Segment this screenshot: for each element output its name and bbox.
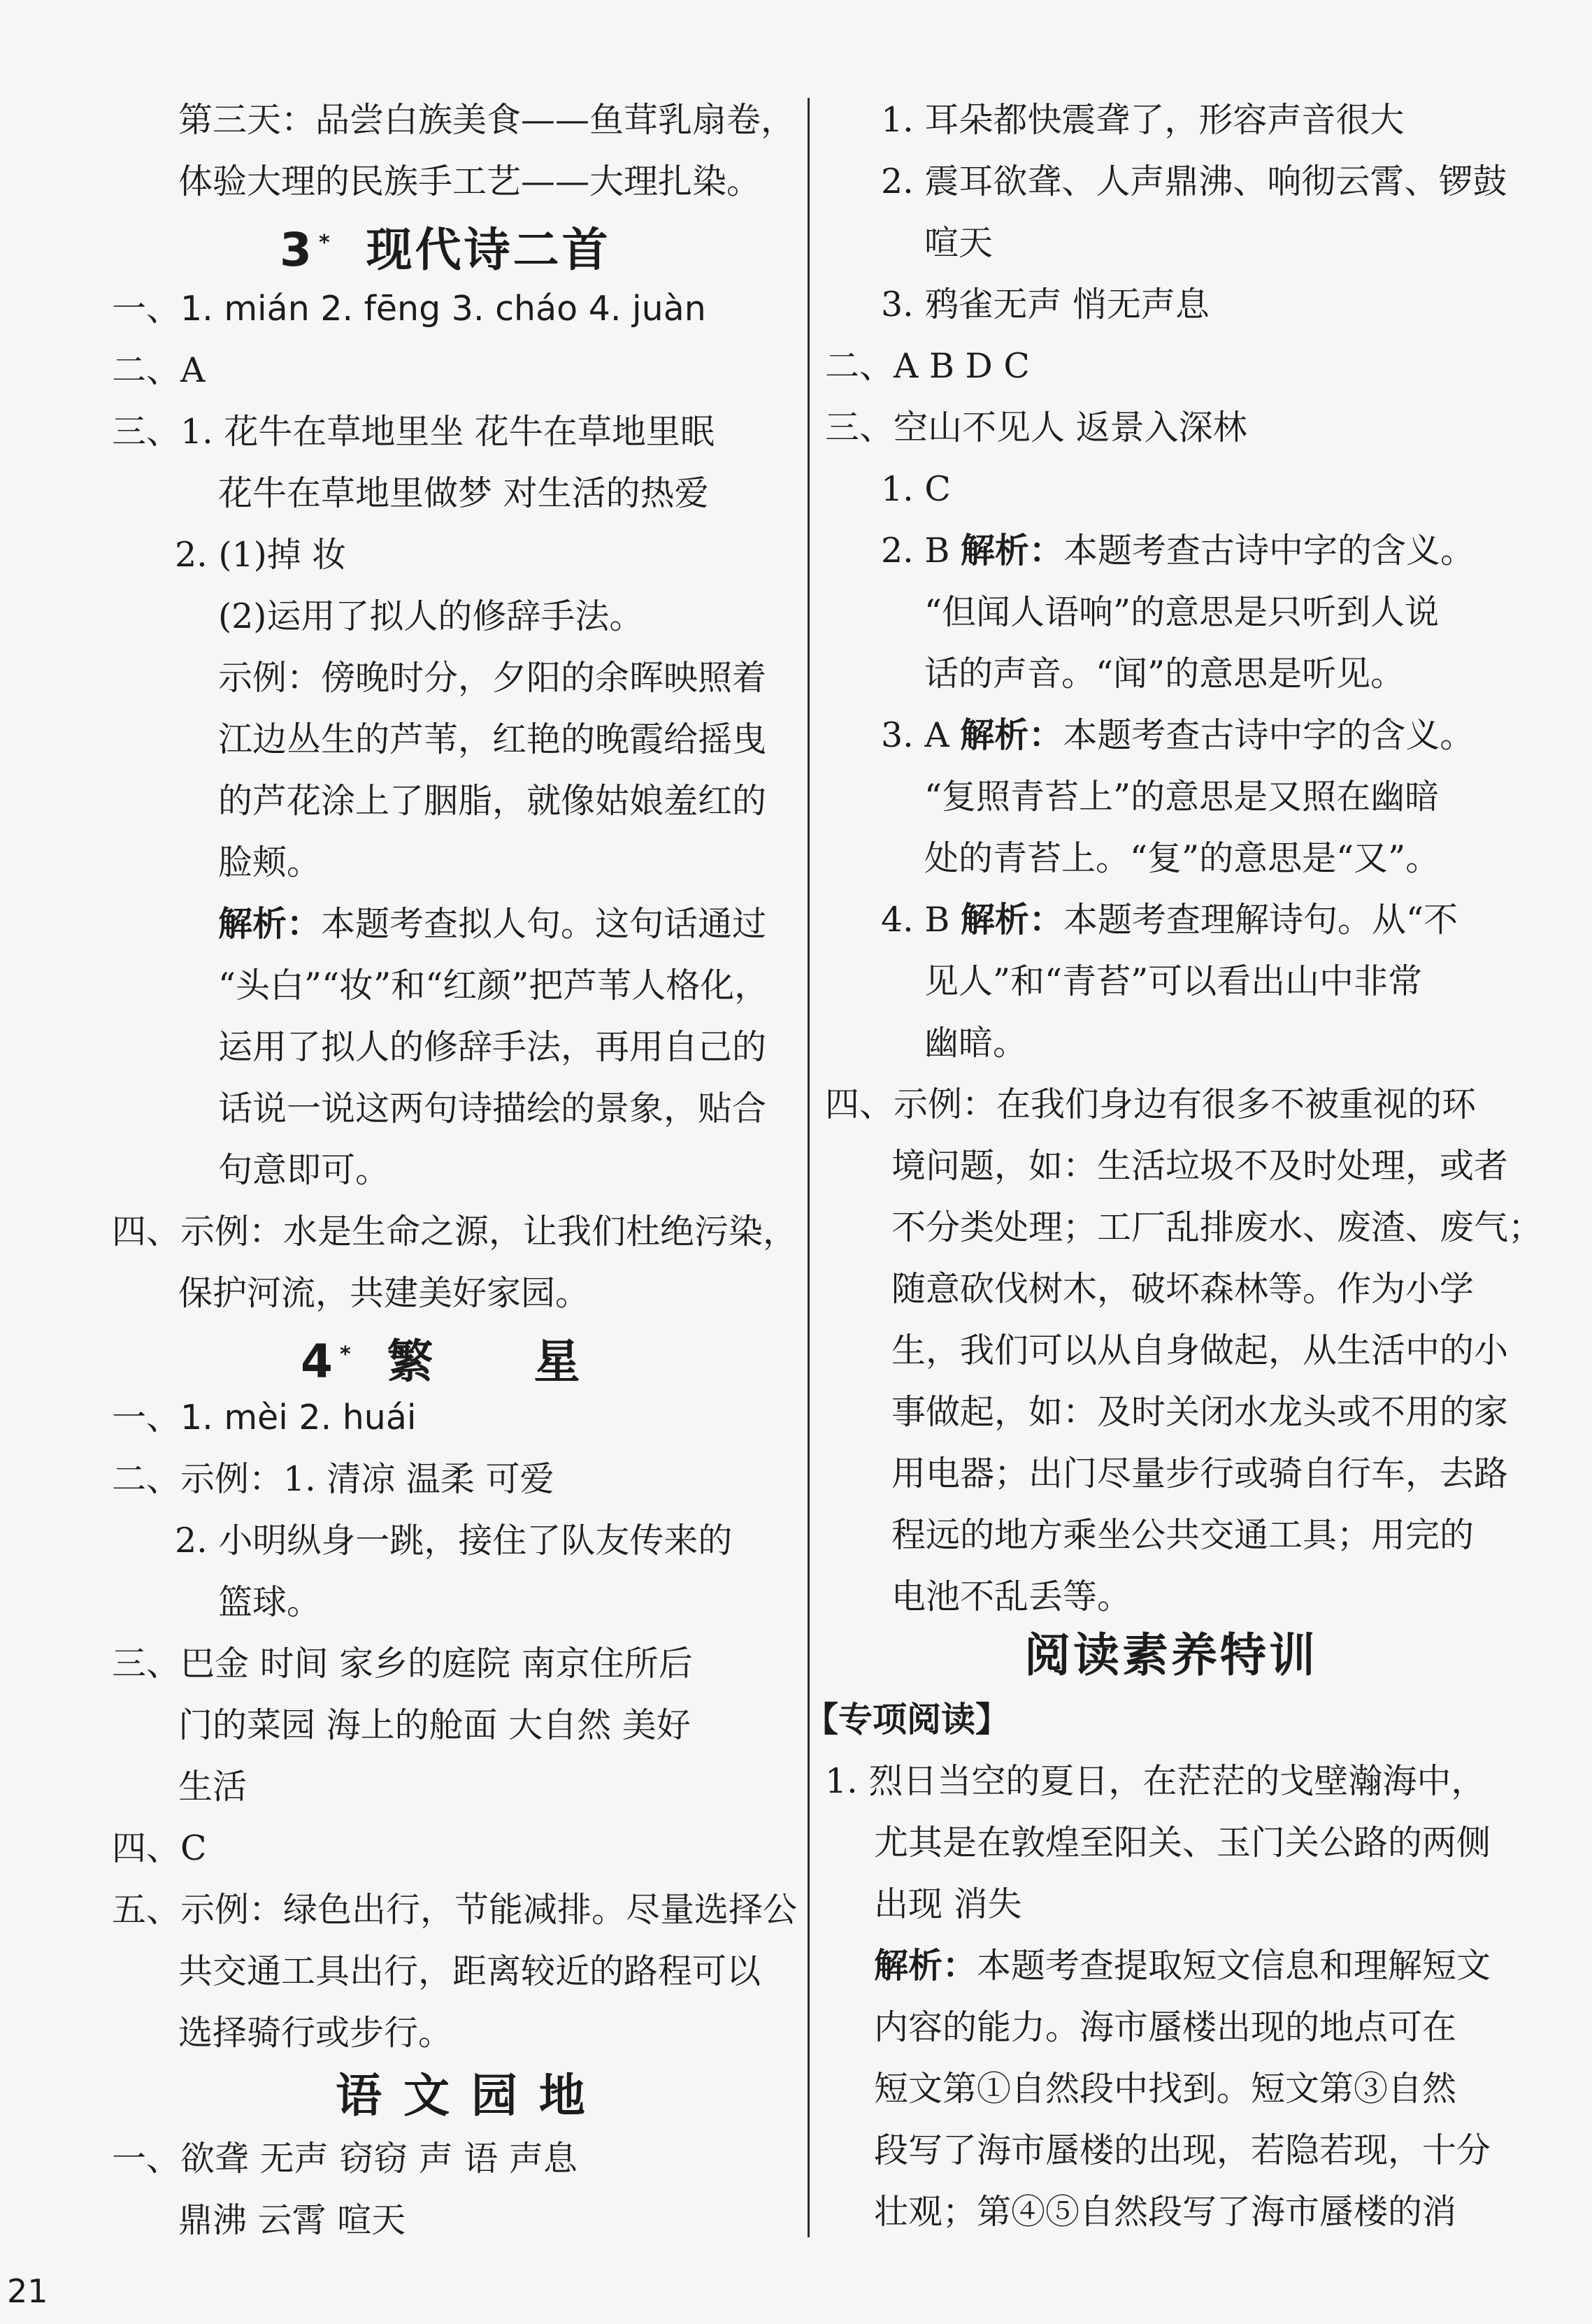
- heading-asterisk: *: [339, 1342, 354, 1367]
- answer-line: 三、巴金 时间 家乡的庭院 南京住所后: [112, 1644, 693, 1684]
- analysis-label: 解析：: [874, 1946, 977, 1986]
- answer-line: “复照青苔上”的意思是又照在幽暗: [924, 777, 1440, 817]
- answer-line: 事做起，如：及时关闭水龙头或不用的家: [891, 1392, 1509, 1432]
- answer-line: 共交通工具出行，距离较近的路程可以: [178, 1951, 761, 1991]
- column-divider: [808, 98, 810, 2237]
- answer-line: 句意即可。: [218, 1150, 390, 1190]
- answer-line: 二、示例：1. 清凉 温柔 可爱: [112, 1459, 554, 1499]
- answer-line: 选择骑行或步行。: [178, 2013, 453, 2053]
- analysis-label: 解析：: [960, 531, 1063, 571]
- answer-line: 不分类处理；工厂乱排废水、废渣、废气；: [891, 1207, 1543, 1247]
- answer-line: 1. 耳朵都快震聋了，形容声音很大: [881, 100, 1405, 140]
- answer-line: 二、A: [112, 350, 206, 390]
- answer-line: 江边丛生的芦苇，红艳的晚霞给摇曳: [218, 719, 767, 759]
- answer-line: 运用了拟人的修辞手法，再用自己的: [218, 1027, 767, 1067]
- answer-line: 一、1. mián 2. fēng 3. cháo 4. juàn: [112, 289, 706, 329]
- text-line: 体验大理的民族手工艺——大理扎染。: [178, 162, 761, 201]
- item-prefix: 3. A: [881, 715, 961, 755]
- analysis-label: 解析：: [960, 900, 1063, 940]
- analysis-text: 本题考查古诗中字的含义。: [1063, 715, 1475, 755]
- answer-line: 三、1. 花牛在草地里坐 花牛在草地里眠: [112, 412, 715, 452]
- analysis-text: 本题考查理解诗句。从“不: [1063, 900, 1458, 940]
- answer-line: 喧天: [924, 223, 994, 263]
- heading-number: 4: [301, 1335, 336, 1389]
- analysis-label: 解析：: [960, 715, 1063, 755]
- analysis-label: 解析：: [218, 904, 322, 944]
- section-heading-reading: 阅读素养特训: [1024, 1628, 1318, 1682]
- answer-line: 程远的地方乘坐公共交通工具；用完的: [891, 1515, 1475, 1555]
- analysis-line: [881, 705, 1474, 766]
- analysis-line: [218, 894, 766, 955]
- answer-line: 内容的能力。海市蜃楼出现的地点可在: [874, 2007, 1457, 2047]
- answer-line: 1. C: [881, 469, 951, 509]
- answer-line: 五、示例：绿色出行，节能减排。尽量选择公: [112, 1890, 798, 1930]
- answer-line: 电池不乱丢等。: [891, 1577, 1132, 1616]
- answer-line: 示例：傍晚时分，夕阳的余晖映照着: [218, 658, 767, 698]
- answer-line: 二、A B D C: [825, 346, 1030, 386]
- section-heading-4: [301, 1324, 583, 1393]
- answer-line: 鼎沸 云霄 喧天: [178, 2200, 406, 2240]
- answer-line: 花牛在草地里做梦 对生活的热爱: [218, 473, 709, 513]
- answer-line: 话说一说这两句诗描绘的景象，贴合: [218, 1089, 767, 1128]
- answer-line: (2)运用了拟人的修辞手法。: [218, 596, 644, 636]
- answer-line: 三、空山不见人 返景入深林: [825, 408, 1247, 447]
- analysis-line: [881, 520, 1475, 582]
- answer-line: “头白”“妆”和“红颜”把芦苇人格化，: [218, 966, 769, 1005]
- answer-line: 的芦花涂上了胭脂，就像姑娘羞红的: [218, 781, 767, 821]
- heading-number: 3: [280, 223, 315, 277]
- item-prefix: 4. B: [881, 900, 961, 940]
- answer-line: 3. 鸦雀无声 悄无声息: [881, 285, 1210, 324]
- answer-line: 处的青苔上。“复”的意思是“又”。: [924, 838, 1440, 878]
- answer-line: 一、1. mèi 2. huái: [112, 1398, 417, 1437]
- answer-line: 壮观；第④⑤自然段写了海市蜃楼的消: [874, 2192, 1457, 2232]
- analysis-line: [881, 889, 1458, 951]
- subsection-label: 【专项阅读】: [804, 1700, 1010, 1740]
- page-number: 21: [7, 2272, 48, 2310]
- answer-line: 脸颊。: [218, 842, 322, 882]
- answer-line: 幽暗。: [924, 1023, 1028, 1063]
- answer-line: 一、欲聋 无声 窃窃 声 语 声息: [112, 2139, 578, 2179]
- answer-line: 篮球。: [218, 1582, 322, 1622]
- answer-line: 生，我们可以从自身做起，从生活中的小: [891, 1330, 1509, 1370]
- answer-line: 出现 消失: [874, 1884, 1022, 1924]
- answer-line: “但闻人语响”的意思是只听到人说: [924, 592, 1440, 632]
- heading-title: 繁 星: [387, 1335, 583, 1389]
- answer-line: 门的菜园 海上的舱面 大自然 美好: [178, 1705, 691, 1745]
- answer-line: 话的声音。“闻”的意思是听见。: [924, 654, 1405, 694]
- heading-title: 现代诗二首: [366, 223, 611, 277]
- answer-line: 2. 小明纵身一跳，接住了队友传来的: [175, 1521, 733, 1561]
- analysis-text: 本题考查拟人句。这句话通过: [321, 904, 767, 944]
- answer-line: 保护河流，共建美好家园。: [178, 1273, 590, 1313]
- answer-line: 四、示例：水是生命之源，让我们杜绝污染，: [112, 1212, 798, 1251]
- answer-line: 随意砍伐树木，破坏森林等。作为小学: [891, 1269, 1475, 1309]
- analysis-line: [874, 1935, 1491, 1997]
- answer-line: 段写了海市蜃楼的出现，若隐若现，十分: [874, 2130, 1491, 2170]
- answer-line: 见人”和“青苔”可以看出山中非常: [924, 961, 1423, 1001]
- answer-line: 尤其是在敦煌至阳关、玉门关公路的两侧: [874, 1823, 1491, 1863]
- analysis-text: 本题考查古诗中字的含义。: [1063, 531, 1475, 571]
- answer-line: 四、示例：在我们身边有很多不被重视的环: [825, 1084, 1477, 1124]
- section-heading-3: [280, 213, 611, 281]
- answer-line: 2. (1)掉 妆: [175, 535, 347, 575]
- answer-line: 生活: [178, 1767, 248, 1807]
- answer-line: 用电器；出门尽量步行或骑自行车，去路: [891, 1454, 1509, 1493]
- answer-line: 四、C: [112, 1828, 207, 1868]
- heading-asterisk: *: [318, 231, 333, 255]
- answer-line: 短文第①自然段中找到。短文第③自然: [874, 2069, 1457, 2109]
- analysis-text: 本题考查提取短文信息和理解短文: [977, 1946, 1491, 1986]
- item-prefix: 2. B: [881, 531, 961, 571]
- answer-line: 1. 烈日当空的夏日，在茫茫的戈壁瀚海中，: [825, 1761, 1486, 1801]
- section-heading-garden: 语 文 园 地: [336, 2069, 588, 2123]
- answer-line: 境问题，如：生活垃圾不及时处理，或者: [891, 1146, 1509, 1186]
- answer-line: 2. 震耳欲聋、人声鼎沸、响彻云霄、锣鼓: [881, 162, 1507, 201]
- text-line: 第三天：品尝白族美食——鱼茸乳扇卷，: [178, 100, 796, 140]
